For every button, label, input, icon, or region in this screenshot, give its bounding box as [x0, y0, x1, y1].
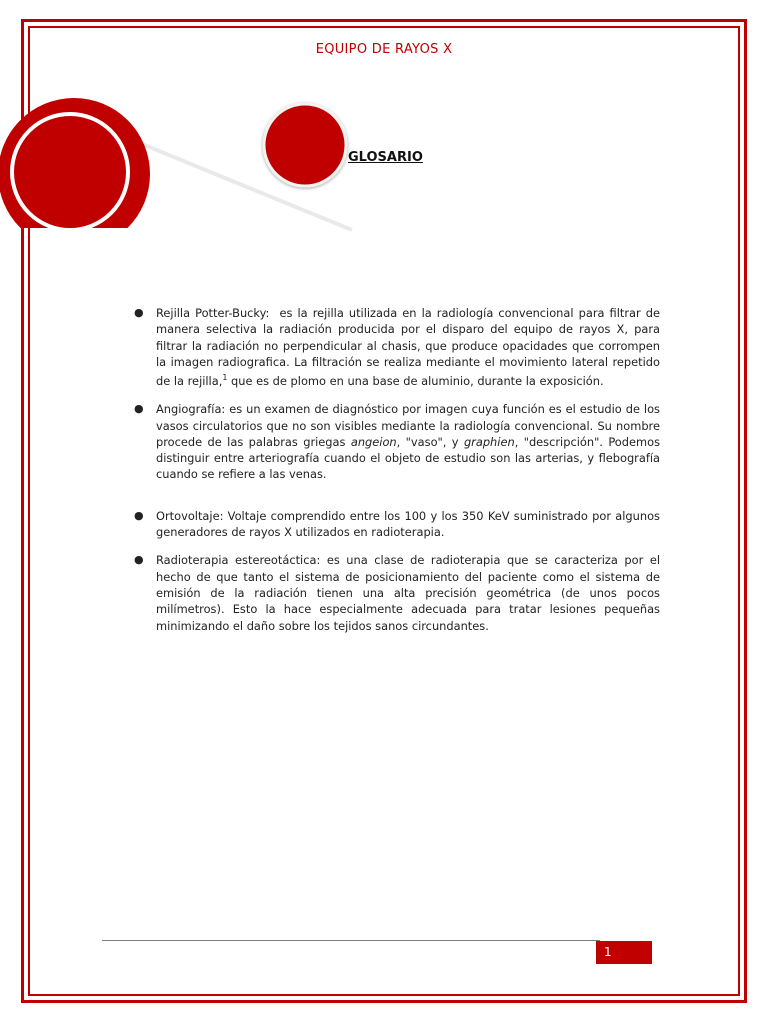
list-item-text: Ortovoltaje: Voltaje comprendido entre los 100 y los 350 KeV suministrado por algunos generadores de rayos X utilizados en radioterapia.	[156, 508, 660, 540]
list-item	[134, 552, 660, 633]
small-red-circle	[264, 104, 346, 186]
footer-divider	[102, 940, 600, 941]
bullet-icon: ●	[134, 306, 144, 319]
glossary-list	[134, 305, 664, 634]
list-item-text: Angiografía: es un examen de diagnóstico por imagen cuya función es el estudio de los vasos circulatorios que no son visibles mediante la radiología convencional. Su nombre procede de las palabras griegas angeion, "vaso", y graphien, "descripción". Podemos distinguir entre arteriografía cuando el objeto de estudio son las arterias, y flebografía cuando se refiere a las venas.	[156, 402, 660, 482]
list-item	[134, 305, 664, 389]
bullet-icon: ●	[134, 508, 144, 522]
page-title: GLOSARIO	[348, 150, 423, 165]
list-item	[134, 508, 660, 541]
bullet-icon: ●	[134, 402, 144, 416]
list-item	[134, 401, 660, 482]
list-item-text: Rejilla Potter-Bucky: es la rejilla utilizada en la radiología convencional para filtrar de manera selectiva la radiación producida por el disparo del equipo de rayos X, para filtrar la radiación no perpendicular al chasis, que produce opacidades que corrompen la imagen radiografica. La filtración se realiza mediante el movimiento lateral repetido de la rejilla,$^1$ que es de plomo en una base de aluminio, durante la exposición.	[156, 306, 664, 388]
page-number: 1	[596, 941, 652, 964]
term: Rejilla Potter-Bucky:	[156, 306, 270, 320]
footnote-ref[interactable]: 1	[222, 373, 228, 383]
bullet-icon: ●	[134, 553, 144, 567]
list-item-text: Radioterapia estereotáctica: es una clase de radioterapia que se caracteriza por el hecho de que tanto el sistema de posicionamiento del paciente como el sistema de emisión de la radiación tienen una alta precisión geométrica (de unos pocos milímetros). Esto la hace especialmente adecuada para tratar lesiones pequeñas minimizando el daño sobre los tejidos sanos circundantes.	[156, 553, 660, 633]
page-header: EQUIPO DE RAYOS X	[315, 42, 453, 57]
